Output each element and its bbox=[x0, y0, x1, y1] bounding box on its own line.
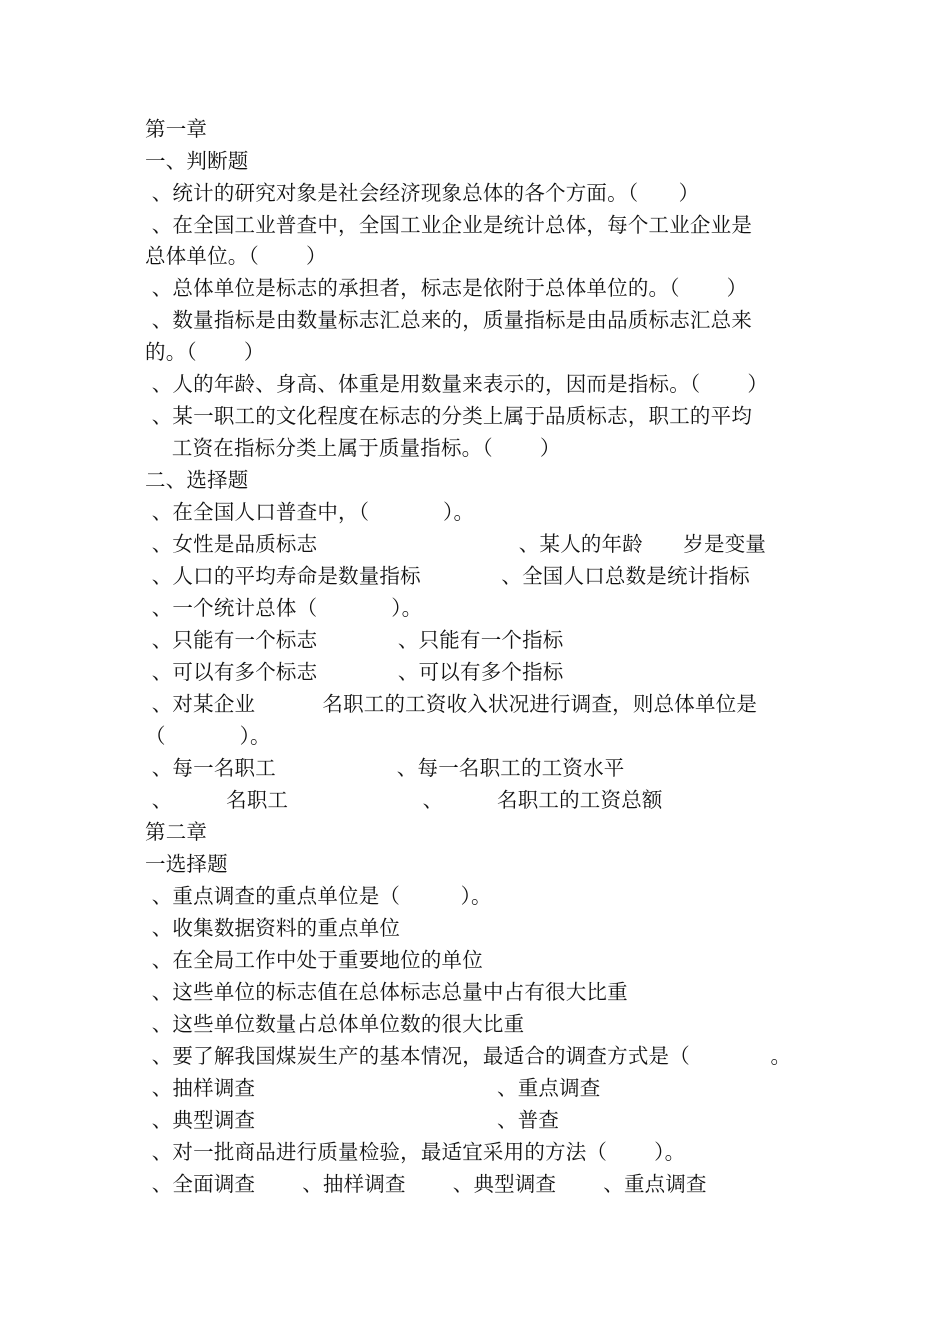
question-line: 、在全国工业普查中，全国工业企业是统计总体，每个工业企业是 bbox=[145, 213, 753, 237]
question-line: 、某一职工的文化程度在标志的分类上属于品质标志，职工的平均 bbox=[145, 404, 753, 428]
option-line: 、典型调查 、普查 bbox=[145, 1108, 560, 1132]
question-line: 、在全国人口普查中，（ ）。 bbox=[145, 500, 475, 524]
option-line: 、收集数据资料的重点单位 bbox=[145, 916, 401, 940]
question-line: 、对一批商品进行质量检验，最适宜采用的方法（ ）。 bbox=[145, 1140, 686, 1164]
question-line: 、总体单位是标志的承担者，标志是依附于总体单位的。（ ） bbox=[145, 276, 748, 300]
option-line: 、可以有多个标志 、可以有多个指标 bbox=[145, 660, 564, 684]
question-line: 、数量指标是由数量标志汇总来的，质量指标是由品质标志汇总来 bbox=[145, 308, 753, 332]
option-line: 、女性是品质标志 、某人的年龄 岁是变量 bbox=[145, 532, 767, 556]
question-line: 、要了解我国煤炭生产的基本情况，最适合的调查方式是（ 。 bbox=[145, 1044, 792, 1068]
option-line: 、这些单位数量占总体单位数的很大比重 bbox=[145, 1012, 525, 1036]
section-choice-heading: 一选择题 bbox=[145, 852, 228, 876]
section-choice-heading: 二、选择题 bbox=[145, 468, 249, 492]
option-line: 、抽样调查 、重点调查 bbox=[145, 1076, 601, 1100]
chapter-2-heading: 第二章 bbox=[145, 820, 208, 844]
option-line: 、每一名职工 、每一名职工的工资水平 bbox=[145, 756, 625, 780]
option-line: 、这些单位的标志值在总体标志总量中占有很大比重 bbox=[145, 980, 628, 1004]
section-true-false-heading: 一、判断题 bbox=[145, 149, 249, 173]
question-line: 、统计的研究对象是社会经济现象总体的各个方面。（ ） bbox=[145, 181, 700, 205]
question-line: 总体单位。（ ） bbox=[145, 244, 327, 268]
question-line: 、对某企业 名职工的工资收入状况进行调查，则总体单位是 bbox=[145, 692, 758, 716]
question-line: 、人的年龄、身高、体重是用数量来表示的，因而是指标。（ ） bbox=[145, 372, 769, 396]
option-line: 、人口的平均寿命是数量指标 、全国人口总数是统计指标 bbox=[145, 564, 750, 588]
option-line: 、只能有一个标志 、只能有一个指标 bbox=[145, 628, 564, 652]
question-line: 工资在指标分类上属于质量指标。（ ） bbox=[145, 436, 561, 460]
question-line: （ ）。 bbox=[145, 724, 271, 748]
question-line: 、重点调查的重点单位是（ ）。 bbox=[145, 884, 492, 908]
chapter-1-heading: 第一章 bbox=[145, 117, 208, 141]
option-line: 、全面调查 、抽样调查 、典型调查 、重点调查 bbox=[145, 1172, 707, 1196]
question-line: 的。（ ） bbox=[145, 340, 265, 364]
question-line: 、一个统计总体（ ）。 bbox=[145, 596, 423, 620]
option-line: 、在全局工作中处于重要地位的单位 bbox=[145, 948, 483, 972]
option-line: 、 名职工 、 名职工的工资总额 bbox=[145, 788, 663, 812]
